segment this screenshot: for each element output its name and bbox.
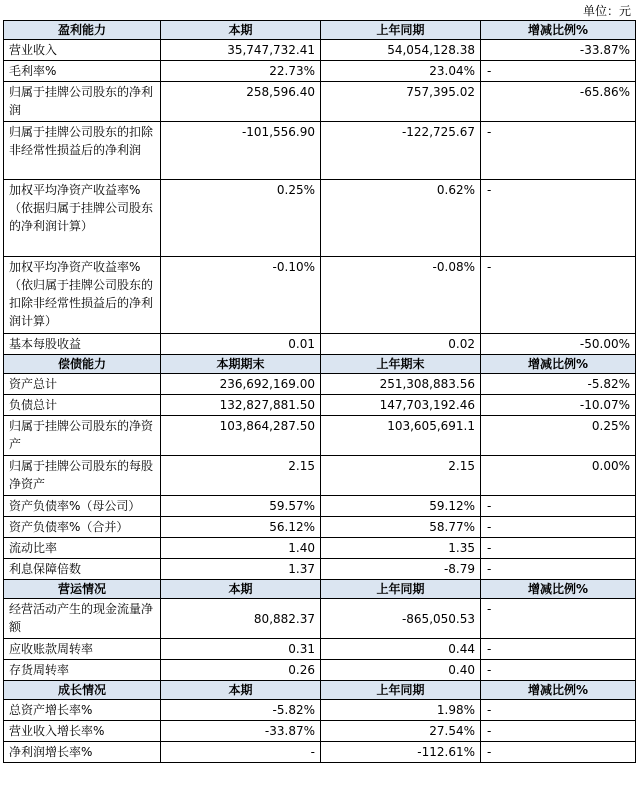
table-row: [4, 559, 636, 580]
change-percent: -: [481, 721, 636, 742]
change-percent: -50.00%: [481, 334, 636, 355]
column-header: 本期: [161, 681, 321, 700]
table-row: [4, 395, 636, 416]
table-row: [4, 456, 636, 496]
table-row: [4, 721, 636, 742]
row-label: 资产总计: [4, 374, 161, 395]
current-value: 35,747,732.41: [161, 40, 321, 61]
table-row: [4, 660, 636, 681]
change-percent: -: [481, 639, 636, 660]
row-label: 归属于挂牌公司股东的净资产: [4, 416, 161, 456]
table-row: [4, 496, 636, 517]
change-percent: -10.07%: [481, 395, 636, 416]
column-header: 上年同期: [321, 21, 481, 40]
previous-value: -8.79: [321, 559, 481, 580]
change-percent: -: [481, 496, 636, 517]
row-label: 资产负债率%（母公司）: [4, 496, 161, 517]
current-value: 103,864,287.50: [161, 416, 321, 456]
previous-value: 0.40: [321, 660, 481, 681]
row-label: 总资产增长率%: [4, 700, 161, 721]
change-percent: 0.25%: [481, 416, 636, 456]
section-header-row: [4, 681, 636, 700]
change-percent: -: [481, 660, 636, 681]
row-label: 负债总计: [4, 395, 161, 416]
previous-value: -112.61%: [321, 742, 481, 763]
previous-value: 0.62%: [321, 180, 481, 257]
previous-value: -0.08%: [321, 257, 481, 334]
current-value: 236,692,169.00: [161, 374, 321, 395]
current-value: 0.25%: [161, 180, 321, 257]
change-percent: 0.00%: [481, 456, 636, 496]
column-header: 本期: [161, 21, 321, 40]
current-value: 59.57%: [161, 496, 321, 517]
previous-value: 58.77%: [321, 517, 481, 538]
table-body: [4, 21, 636, 763]
table-row: [4, 257, 636, 334]
table-row: [4, 374, 636, 395]
section-title: 盈利能力: [4, 21, 161, 40]
table-row: [4, 639, 636, 660]
row-label: 净利润增长率%: [4, 742, 161, 763]
row-label: 加权平均净资产收益率%（依据归属于挂牌公司股东的净利润计算）: [4, 180, 161, 257]
change-percent: -: [481, 257, 636, 334]
column-header: 上年同期: [321, 580, 481, 599]
row-label: 归属于挂牌公司股东的净利润: [4, 82, 161, 122]
current-value: 0.01: [161, 334, 321, 355]
previous-value: 251,308,883.56: [321, 374, 481, 395]
current-value: -5.82%: [161, 700, 321, 721]
previous-value: -865,050.53: [321, 599, 481, 639]
table-row: [4, 61, 636, 82]
previous-value: 147,703,192.46: [321, 395, 481, 416]
section-title: 营运情况: [4, 580, 161, 599]
current-value: 258,596.40: [161, 82, 321, 122]
row-label: 营业收入: [4, 40, 161, 61]
row-label: 基本每股收益: [4, 334, 161, 355]
section-title: 成长情况: [4, 681, 161, 700]
column-header: 上年期末: [321, 355, 481, 374]
column-header: 增减比例%: [481, 681, 636, 700]
table-row: [4, 599, 636, 639]
section-header-row: [4, 355, 636, 374]
column-header: 本期: [161, 580, 321, 599]
table-row: [4, 122, 636, 180]
previous-value: 59.12%: [321, 496, 481, 517]
change-percent: -65.86%: [481, 82, 636, 122]
current-value: 80,882.37: [161, 599, 321, 639]
section-header-row: [4, 580, 636, 599]
current-value: 0.31: [161, 639, 321, 660]
current-value: 2.15: [161, 456, 321, 496]
table-row: [4, 334, 636, 355]
section-header-row: [4, 21, 636, 40]
previous-value: 1.98%: [321, 700, 481, 721]
column-header: 上年同期: [321, 681, 481, 700]
previous-value: 23.04%: [321, 61, 481, 82]
current-value: -: [161, 742, 321, 763]
previous-value: 0.02: [321, 334, 481, 355]
column-header: 增减比例%: [481, 355, 636, 374]
column-header: 增减比例%: [481, 21, 636, 40]
change-percent: -: [481, 700, 636, 721]
table-row: [4, 180, 636, 257]
section-title: 偿债能力: [4, 355, 161, 374]
row-label: 毛利率%: [4, 61, 161, 82]
current-value: -0.10%: [161, 257, 321, 334]
table-row: [4, 517, 636, 538]
row-label: 归属于挂牌公司股东的每股净资产: [4, 456, 161, 496]
column-header: 增减比例%: [481, 580, 636, 599]
table-row: [4, 742, 636, 763]
row-label: 利息保障倍数: [4, 559, 161, 580]
current-value: 1.37: [161, 559, 321, 580]
change-percent: -: [481, 122, 636, 180]
change-percent: -: [481, 180, 636, 257]
current-value: -101,556.90: [161, 122, 321, 180]
column-header: 本期期末: [161, 355, 321, 374]
current-value: 132,827,881.50: [161, 395, 321, 416]
current-value: 56.12%: [161, 517, 321, 538]
row-label: 存货周转率: [4, 660, 161, 681]
row-label: 流动比率: [4, 538, 161, 559]
previous-value: 0.44: [321, 639, 481, 660]
table-row: [4, 538, 636, 559]
previous-value: 757,395.02: [321, 82, 481, 122]
row-label: 归属于挂牌公司股东的扣除非经常性损益后的净利润: [4, 122, 161, 180]
table-row: [4, 82, 636, 122]
table-row: [4, 416, 636, 456]
change-percent: -: [481, 61, 636, 82]
previous-value: 2.15: [321, 456, 481, 496]
row-label: 资产负债率%（合并）: [4, 517, 161, 538]
current-value: -33.87%: [161, 721, 321, 742]
row-label: 加权平均净资产收益率%（依归属于挂牌公司股东的扣除非经常性损益后的净利润计算）: [4, 257, 161, 334]
previous-value: -122,725.67: [321, 122, 481, 180]
change-percent: -: [481, 559, 636, 580]
row-label: 经营活动产生的现金流量净额: [4, 599, 161, 639]
financial-indicators-table: [3, 20, 636, 763]
current-value: 1.40: [161, 538, 321, 559]
previous-value: 54,054,128.38: [321, 40, 481, 61]
current-value: 0.26: [161, 660, 321, 681]
row-label: 应收账款周转率: [4, 639, 161, 660]
row-label: 营业收入增长率%: [4, 721, 161, 742]
change-percent: -5.82%: [481, 374, 636, 395]
change-percent: -: [481, 599, 636, 639]
table-row: [4, 40, 636, 61]
change-percent: -: [481, 742, 636, 763]
change-percent: -: [481, 517, 636, 538]
unit-label: 单位：元: [582, 4, 631, 18]
change-percent: -: [481, 538, 636, 559]
current-value: 22.73%: [161, 61, 321, 82]
change-percent: -33.87%: [481, 40, 636, 61]
table-row: [4, 700, 636, 721]
previous-value: 27.54%: [321, 721, 481, 742]
previous-value: 1.35: [321, 538, 481, 559]
previous-value: 103,605,691.1: [321, 416, 481, 456]
